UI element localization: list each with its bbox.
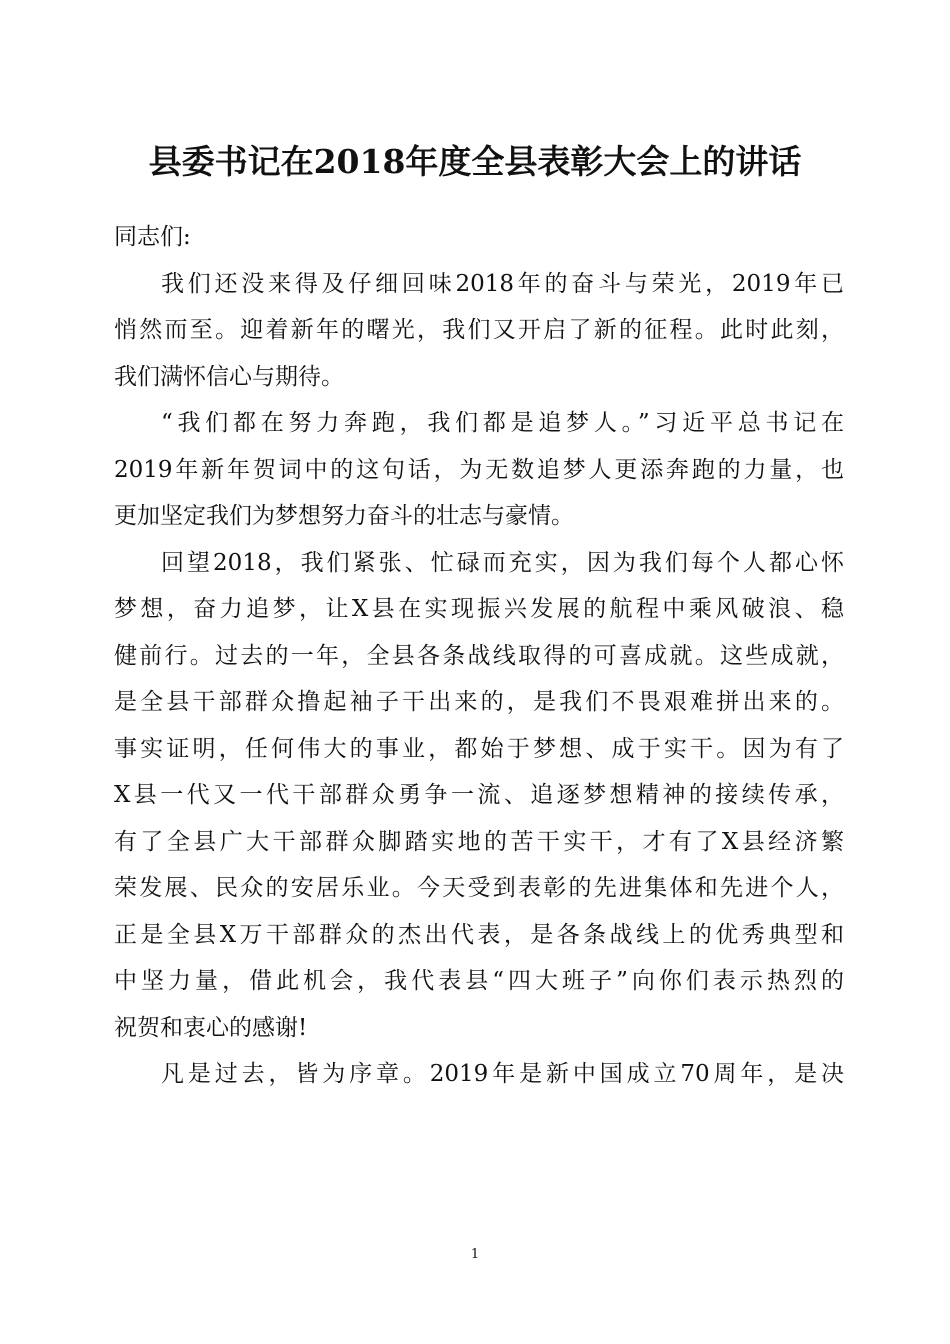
paragraph-2-line-2: 2019年新年贺词中的这句话，为无数追梦人更添奔跑的力量，也 <box>114 456 844 483</box>
paragraph-3-line-8: 荣发展、民众的安居乐业。今天受到表彰的先进集体和先进个人， <box>114 875 844 901</box>
paragraph-3-line-10: 中坚力量，借此机会，我代表县“四大班子”向你们表示热烈的 <box>114 968 844 994</box>
paragraph-1-line-1: 我们还没来得及仔细回味2018年的奋斗与荣光，2019年已 <box>161 270 844 297</box>
paragraph-3-line-5: 事实证明，任何伟大的事业，都始于梦想、成于实干。因为有了 <box>114 735 844 762</box>
paragraph-4-line-1: 凡是过去，皆为序章。2019年是新中国成立70周年，是决 <box>161 1061 844 1087</box>
paragraph-2-line-3: 更加坚定我们为梦想努力奋斗的壮志与豪情。 <box>114 503 574 529</box>
page-number: 1 <box>470 1247 480 1262</box>
paragraph-3-line-7: 有了全县广大干部群众脚踏实地的苦干实干，才有了X县经济繁 <box>114 828 844 855</box>
paragraph-3-line-2: 梦想，奋力追梦，让X县在实现振兴发展的航程中乘风破浪、稳 <box>114 596 844 622</box>
paragraph-3-line-3: 健前行。过去的一年，全县各条战线取得的可喜成就。这些成就， <box>114 642 844 669</box>
salutation-line: 同志们: <box>114 224 191 250</box>
paragraph-3-line-11: 祝贺和衷心的感谢! <box>114 1014 308 1041</box>
paragraph-3-line-1: 回望2018，我们紧张、忙碌而充实，因为我们每个人都心怀 <box>161 549 844 576</box>
paragraph-1-line-2: 悄然而至。迎着新年的曙光，我们又开启了新的征程。此时此刻， <box>114 317 844 343</box>
paragraph-3-line-6: X县一代又一代干部群众勇争一流、追逐梦想精神的接续传承， <box>114 782 844 808</box>
paragraph-2-line-1: “我们都在努力奔跑，我们都是追梦人。”习近平总书记在 <box>161 410 844 436</box>
document-title: 县委书记在2018年度全县表彰大会上的讲话 <box>148 142 802 181</box>
document-body <box>114 214 844 1098</box>
paragraph-1-line-3: 我们满怀信心与期待。 <box>114 363 344 390</box>
paragraph-3-line-9: 正是全县X万干部群众的杰出代表，是各条战线上的优秀典型和 <box>114 921 844 948</box>
paragraph-3-line-4: 是全县干部群众撸起袖子干出来的，是我们不畏艰难拼出来的。 <box>114 689 844 715</box>
